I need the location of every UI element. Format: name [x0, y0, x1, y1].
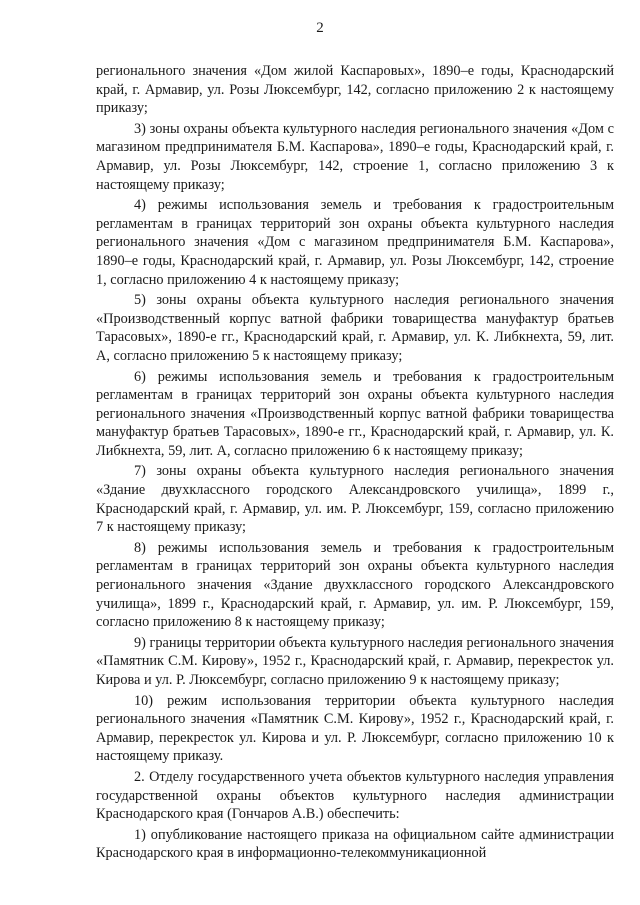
- document-body: [96, 62, 614, 865]
- page-number: 2: [316, 20, 324, 36]
- paragraph-item-8: 8) режимы использования земель и требования к градостроительным регламентам в границах территорий зон охраны объекта культурного наследия регионального значения «Здание двухклассного городского Александровского училища», 1899 г., Краснодарский край, г. Армавир, ул. им. Р. Люксембург, 159, согласно приложению 8 к настоящему приказу;: [96, 539, 614, 631]
- paragraph-section-2: 2. Отделу государственного учета объектов культурного наследия управления государственной охраны объектов культурного наследия администрации Краснодарского края (Гончаров А.В.) обеспечить:: [96, 768, 614, 823]
- paragraph-item-5: 5) зоны охраны объекта культурного наследия регионального значения «Производственный корпус ватной фабрики товарищества мануфактур братьев Тарасовых», 1890-е гг., Краснодарский край, г. Армавир, ул. К. Либкнехта, 59, лит. А, согласно приложению 5 к настоящему приказу;: [96, 292, 614, 364]
- paragraph-item-10: 10) режим использования территории объекта культурного наследия регионального значения «Памятник С.М. Кирову», 1952 г., Краснодарский край, г. Армавир, перекресток ул. Кирова и ул. Р. Люксембург, согласно приложению 10 к настоящему приказу.: [96, 692, 614, 765]
- paragraph-item-4: 4) режимы использования земель и требования к градостроительным регламентам в границах территорий зон охраны объекта культурного наследия регионального значения «Дом с магазином предпринимателя Б.М. Каспарова», 1890–е годы, Краснодарский край, г. Армавир, ул. Розы Люксембург, 142, строение 1, согласно приложению 4 к настоящему приказу;: [96, 197, 614, 288]
- paragraph-continuation: регионального значения «Дом жилой Каспаровых», 1890–е годы, Краснодарский край, г. Армавир, ул. Розы Люксембург, 142, согласно приложению 2 к настоящему приказу;: [96, 63, 614, 117]
- paragraph-item-6: 6) режимы использования земель и требования к градостроительным регламентам в границах территорий зон охраны объекта культурного наследия регионального значения «Производственный корпус ватной фабрики товарищества мануфактур братьев Тарасовых», 1890-е гг., Краснодарский край, г. Армавир, ул. К. Либкнехта, 59, лит. А, согласно приложению 6 к настоящему приказу;: [96, 368, 614, 459]
- paragraph-subitem-1: 1) опубликование настоящего приказа на официальном сайте администрации Краснодарского края в информационно-телекоммуникационной: [96, 826, 614, 862]
- paragraph-item-3: 3) зоны охраны объекта культурного наследия регионального значения «Дом с магазином предпринимателя Б.М. Каспарова», 1890–е годы, Краснодарский край, г. Армавир, ул. Розы Люксембург, 142, строение 1, согласно приложению 3 к настоящему приказу;: [96, 120, 614, 193]
- paragraph-item-7: 7) зоны охраны объекта культурного наследия регионального значения «Здание двухклассного городского Александровского училища», 1899 г., Краснодарский край, г. Армавир, ул. им. Р. Люксембург, 159, согласно приложению 7 к настоящему приказу;: [96, 463, 614, 536]
- paragraph-item-9: 9) границы территории объекта культурного наследия регионального значения «Памятник С.М. Кирову», 1952 г., Краснодарский край, г. Армавир, перекресток ул. Кирова и ул. Р. Люксембург, согласно приложению 9 к настоящему приказу;: [96, 634, 614, 688]
